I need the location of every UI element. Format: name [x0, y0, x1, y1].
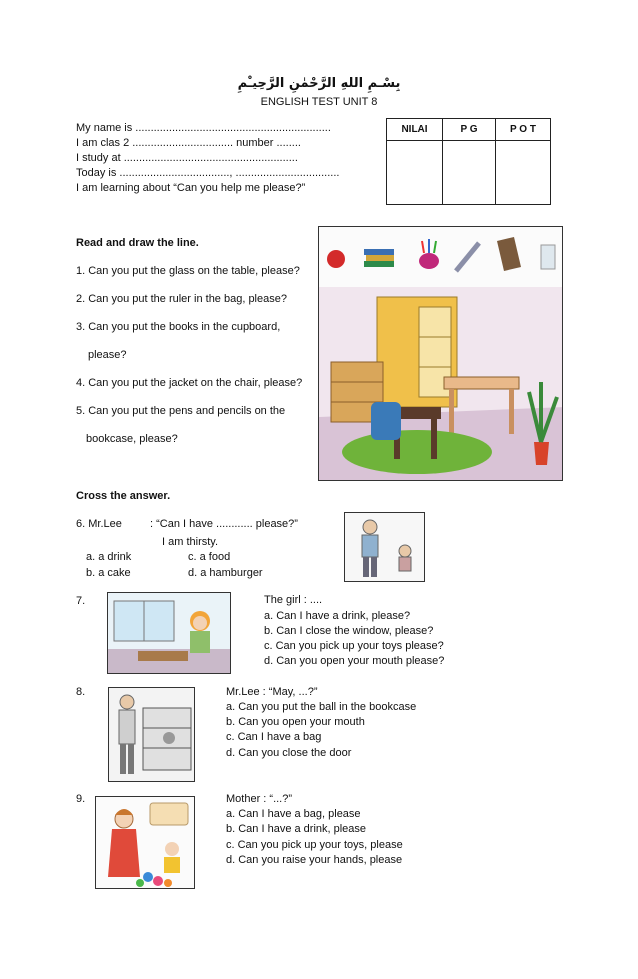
q8-option-a[interactable]: a. Can you put the ball in the bookcase	[226, 701, 417, 713]
q9-option-a[interactable]: a. Can I have a bag, please	[226, 808, 361, 820]
q8-prompt: Mr.Lee : “May, ...?”	[226, 686, 318, 698]
rug	[342, 430, 492, 474]
topic-line: I am learning about “Can you help me please?”	[76, 182, 306, 194]
plant-pot	[534, 442, 549, 465]
question-5: 5. Can you put the pens and pencils on the	[76, 405, 286, 417]
section1-heading: Read and draw the line.	[76, 237, 199, 249]
q6-number: 6. Mr.Lee	[76, 518, 122, 530]
question-2: 2. Can you put the ruler in the bag, please?	[76, 293, 287, 305]
books-icon	[364, 249, 394, 255]
q6-prompt: : “Can I have ............ please?”	[150, 518, 298, 530]
q7-illustration	[107, 592, 231, 674]
score-cell-nilai	[387, 141, 443, 205]
score-cell-pot	[496, 141, 551, 205]
name-line: My name is ................................................................	[76, 122, 331, 134]
q8-option-c[interactable]: c. Can I have a bag	[226, 731, 322, 743]
question-3: 3. Can you put the books in the cupboard,	[76, 321, 281, 333]
q7-number: 7.	[76, 595, 86, 607]
q8-option-b[interactable]: b. Can you open your mouth	[226, 716, 365, 728]
q9-illustration	[95, 796, 195, 889]
score-header-pot: P O T	[496, 119, 551, 141]
class-line: I am clas 2 ................................. number ........	[76, 137, 301, 149]
q6-illustration	[344, 512, 425, 582]
room-illustration	[318, 226, 563, 481]
q7-option-a[interactable]: a. Can I have a drink, please?	[264, 610, 411, 622]
bag	[371, 402, 401, 440]
question-5-cont: bookcase, please?	[86, 433, 178, 445]
q9-number: 9.	[76, 793, 86, 805]
q7-option-c[interactable]: c. Can you pick up your toys please?	[264, 640, 444, 652]
q6-option-b[interactable]: b. a cake	[86, 567, 131, 579]
question-4: 4. Can you put the jacket on the chair, please?	[76, 377, 303, 389]
score-cell-pg	[443, 141, 496, 205]
pencil-holder-icon	[419, 253, 439, 269]
q6-option-a[interactable]: a. a drink	[86, 551, 132, 563]
student-info	[76, 121, 339, 196]
q9-option-c[interactable]: c. Can you pick up your toys, please	[226, 839, 403, 851]
score-header-nilai: NILAI	[387, 119, 443, 141]
table	[444, 377, 519, 389]
q7-option-d[interactable]: d. Can you open your mouth please?	[264, 655, 445, 667]
q6-option-c[interactable]: c. a food	[188, 551, 231, 563]
q7-option-b[interactable]: b. Can I close the window, please?	[264, 625, 434, 637]
apple-icon	[327, 250, 345, 268]
q8-illustration	[108, 687, 195, 782]
q8-option-d[interactable]: d. Can you close the door	[226, 747, 352, 759]
study-line: I study at .........................................................	[76, 152, 298, 164]
bismillah: بِسْـمِ اللهِ الرَّحْمٰنِ الرَّحِيـْمِ	[237, 76, 401, 91]
section2-heading: Cross the answer.	[76, 490, 171, 502]
q6-line2: I am thirsty.	[162, 536, 219, 548]
q8-number: 8.	[76, 686, 86, 698]
q9-option-b[interactable]: b. Can I have a drink, please	[226, 823, 367, 835]
q6-option-d[interactable]: d. a hamburger	[188, 567, 263, 579]
question-1: 1. Can you put the glass on the table, please?	[76, 265, 300, 277]
q9-option-d[interactable]: d. Can you raise your hands, please	[226, 854, 403, 866]
date-line: Today is ...................................., ..................................	[76, 167, 340, 179]
score-table	[386, 118, 551, 205]
question-3-cont: please?	[88, 349, 127, 361]
glass-icon	[541, 245, 555, 269]
q7-prompt: The girl : ....	[264, 594, 323, 606]
page-title: ENGLISH TEST UNIT 8	[260, 96, 378, 108]
score-header-pg: P G	[443, 119, 496, 141]
q9-prompt: Mother : “...?”	[226, 793, 293, 805]
